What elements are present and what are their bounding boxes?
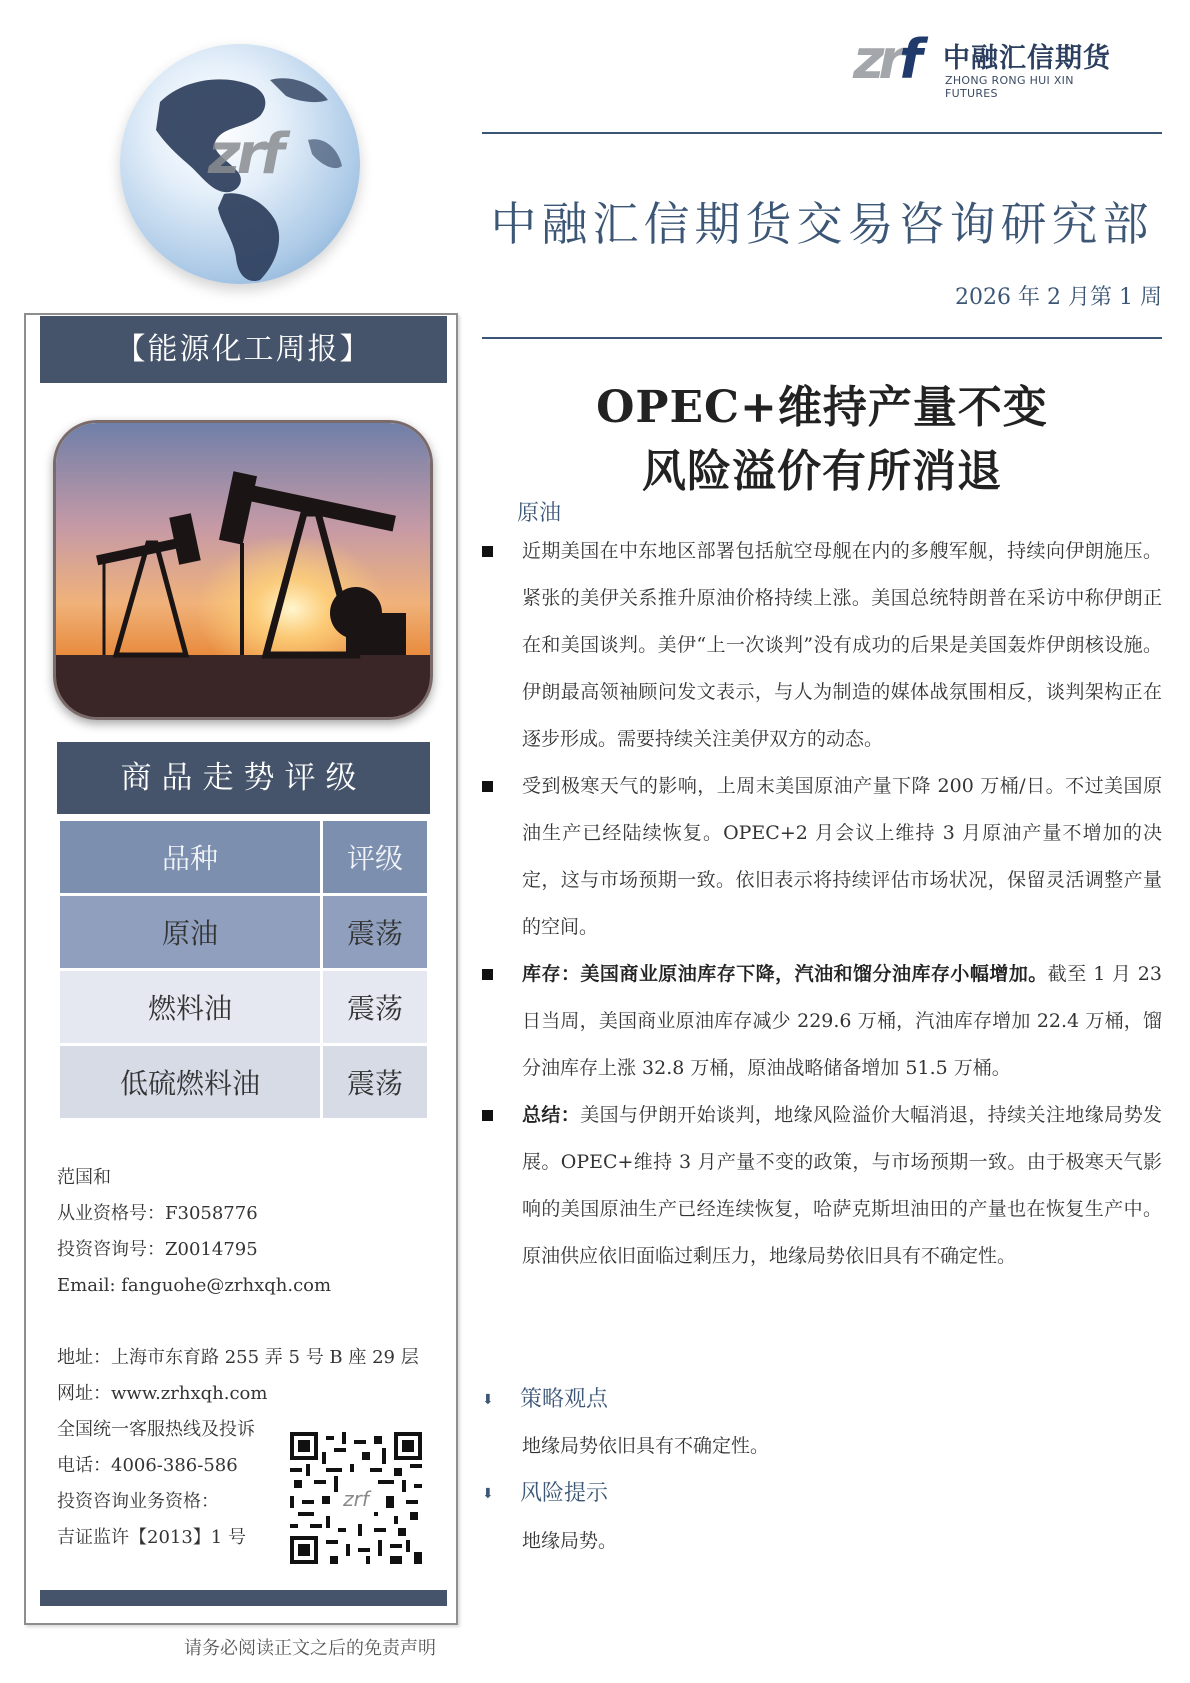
department-title: 中融汇信期货交易咨询研究部 (490, 197, 1154, 251)
rating-product: 低硫燃料油 (60, 1046, 320, 1118)
analyst-info (57, 1160, 331, 1304)
bullet-square-icon (482, 1110, 493, 1121)
bullet-square-icon (482, 781, 493, 792)
header-divider-top (482, 132, 1162, 134)
report-headline (482, 376, 1162, 504)
rating-value: 震荡 (323, 896, 427, 968)
rating-header-rating: 评级 (323, 821, 427, 893)
rating-product: 燃料油 (60, 971, 320, 1043)
company-website[interactable]: 网址：www.zrhxqh.com (57, 1383, 268, 1404)
rating-row (60, 971, 427, 1043)
headline-line-2: 风险溢价有所消退 (642, 446, 1002, 497)
brand-logo (853, 28, 1123, 100)
rating-section-title: 商品走势评级 (57, 742, 430, 814)
bullet-square-icon (482, 969, 493, 980)
rating-value: 震荡 (323, 1046, 427, 1118)
rating-table-header (60, 821, 427, 893)
qr-code (290, 1432, 422, 1564)
bullet-item: 受到极寒天气的影响，上周末美国原油产量下降 200 万桶/日。不过美国原油生产已经陆续恢复。OPEC+2 月会议上维持 3 月原油产量不增加的决定，这与市场预期一致。依旧表示将持续评估市场状况，保留灵活调整产量的空间。 (482, 763, 1162, 951)
rating-header-product: 品种 (60, 821, 320, 893)
section-title: 原油 (517, 501, 562, 526)
rating-row (60, 1046, 427, 1118)
license-number: 吉证监许【2013】1 号 (57, 1527, 246, 1548)
strategy-text: 地缘局势依旧具有不确定性。 (522, 1435, 770, 1457)
report-week: 2026 年 2 月第 1 周 (955, 285, 1162, 310)
rating-row (60, 896, 427, 968)
sidebar-bottom-bar (40, 1590, 447, 1606)
arrow-down-icon: ⬇ (482, 1392, 494, 1408)
globe-logo (120, 44, 360, 284)
analyst-qualification: 从业资格号：F3058776 (57, 1203, 258, 1224)
strategy-heading: ⬇ 策略观点 (482, 1387, 609, 1412)
rating-table (57, 818, 430, 1121)
brand-name-en: ZHONG RONG HUI XIN FUTURES (945, 74, 1074, 100)
report-type-banner: 【能源化工周报】 (40, 316, 447, 383)
rating-product: 原油 (60, 896, 320, 968)
rating-value: 震荡 (323, 971, 427, 1043)
brand-logo-mark: zrf (853, 28, 917, 91)
analysis-bullets (482, 528, 1162, 1280)
headline-line-1: OPEC+维持产量不变 (596, 382, 1048, 433)
analyst-email[interactable]: Email: fanguohe@zrhxqh.com (57, 1275, 332, 1296)
hotline-label: 全国统一客服热线及投诉 (57, 1419, 255, 1440)
bullet-square-icon (482, 546, 493, 557)
company-address: 地址：上海市东育路 255 弄 5 号 B 座 29 层 (57, 1347, 419, 1368)
bullet-item: 近期美国在中东地区部署包括航空母舰在内的多艘军舰，持续向伊朗施压。紧张的美伊关系推升原油价格持续上涨。美国总统特朗普在采访中称伊朗正在和美国谈判。美伊“上一次谈判”没有成功的后果是美国轰炸伊朗核设施。伊朗最高领袖顾问发文表示，与人为制造的媒体战氛围相反，谈判架构正在逐步形成。需要持续关注美伊双方的动态。 (482, 528, 1162, 763)
bullet-item: 库存：美国商业原油库存下降，汽油和馏分油库存小幅增加。截至 1 月 23 日当周，美国商业原油库存减少 229.6 万桶，汽油库存增加 22.4 万桶，馏分油库存上涨 32.8 万桶，原油战略储备增加 51.5 万桶。 (482, 951, 1162, 1092)
globe-watermark: zrf (208, 122, 281, 187)
disclaimer-note: 请务必阅读正文之后的免责声明 (184, 1638, 436, 1659)
risk-heading: ⬇ 风险提示 (482, 1481, 609, 1506)
arrow-down-icon: ⬇ (482, 1486, 494, 1502)
bullet-item: 总结：美国与伊朗开始谈判，地缘风险溢价大幅消退，持续关注地缘局势发展。OPEC+维持 3 月产量不变的政策，与市场预期一致。由于极寒天气影响的美国原油生产已经连续恢复，哈萨克斯坦油田的产量也在恢复生产中。原油供应依旧面临过剩压力，地缘局势依旧具有不确定性。 (482, 1092, 1162, 1280)
risk-text: 地缘局势。 (522, 1530, 618, 1552)
header-divider-bottom (482, 337, 1162, 339)
oil-pump-photo (53, 420, 433, 720)
analyst-consult-number: 投资咨询号：Z0014795 (57, 1239, 258, 1260)
analyst-name: 范国和 (57, 1167, 111, 1188)
brand-name-cn: 中融汇信期货 (943, 43, 1111, 74)
license-label: 投资咨询业务资格： (57, 1491, 219, 1512)
qr-center-mark: zrf (343, 1487, 369, 1511)
company-phone: 电话：4006-386-586 (57, 1455, 238, 1476)
